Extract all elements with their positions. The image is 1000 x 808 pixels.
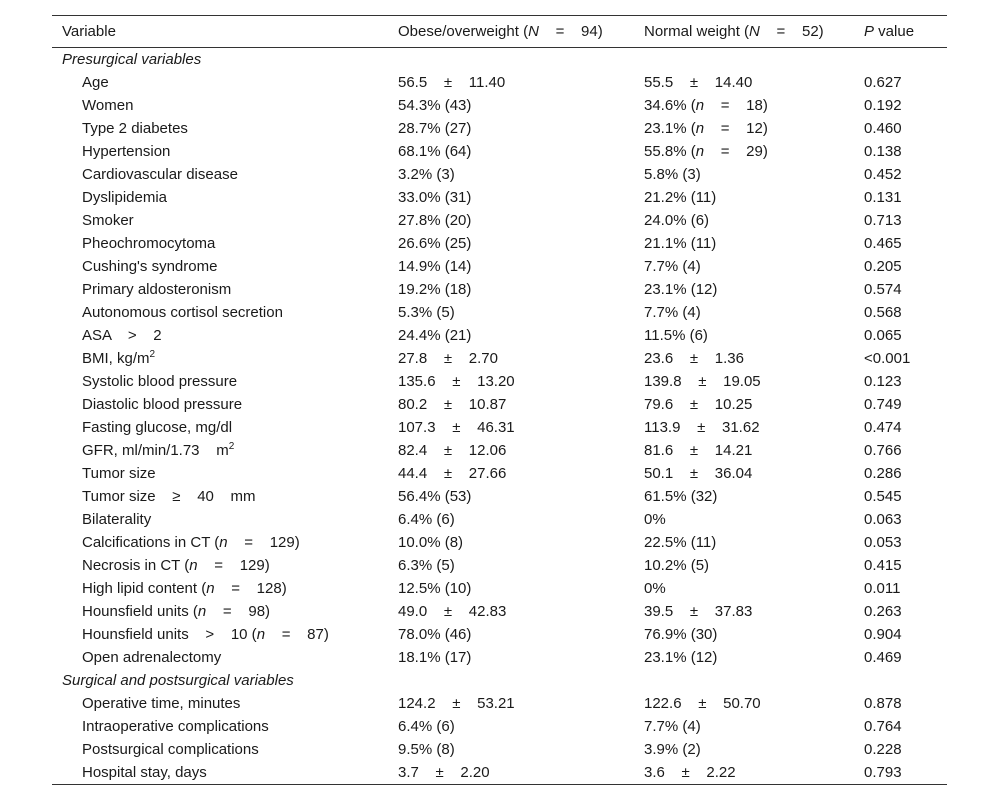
cell-variable: Postsurgical complications <box>82 741 259 758</box>
cell-obese: 44.4 ± 27.66 <box>398 465 507 482</box>
cell-p-value: 0.904 <box>864 626 902 643</box>
header-obese: Obese/overweight (N = 94) <box>388 16 634 48</box>
cell-obese: 27.8 ± 2.70 <box>398 350 498 367</box>
cell-normal: 23.1% (n = 12) <box>644 120 768 137</box>
cell-normal: 11.5% (6) <box>644 327 708 344</box>
cell-variable: Cushing's syndrome <box>82 258 218 275</box>
cell-obese: 14.9% (14) <box>398 258 472 275</box>
cell-variable: Hounsfield units (n = 98) <box>82 603 271 620</box>
table-row <box>52 623 947 646</box>
header-normal: Normal weight (N = 52) <box>634 16 854 48</box>
table-row <box>52 370 947 393</box>
cell-p-value: 0.192 <box>864 97 902 114</box>
cell-variable: Pheochromocytoma <box>82 235 216 252</box>
table-row <box>52 301 947 324</box>
cell-obese: 24.4% (21) <box>398 327 472 344</box>
cell-p-value: 0.138 <box>864 143 902 160</box>
table-row <box>52 140 947 163</box>
cell-obese: 12.5% (10) <box>398 580 472 597</box>
cell-normal: 24.0% (6) <box>644 212 710 229</box>
cell-variable: Hospital stay, days <box>52 761 388 785</box>
table-row <box>52 462 947 485</box>
cell-obese: 5.3% (5) <box>398 304 455 321</box>
cell-variable: Women <box>82 97 134 114</box>
table-row <box>52 577 947 600</box>
cell-p-value: 0.460 <box>864 120 902 137</box>
table-row <box>52 186 947 209</box>
cell-obese: 6.4% (6) <box>398 718 455 735</box>
cell-p-value: 0.627 <box>864 74 902 91</box>
cell-p-value: 0.469 <box>864 649 902 666</box>
cell-normal: 0% <box>644 580 666 597</box>
cell-normal: 39.5 ± 37.83 <box>644 603 753 620</box>
cell-variable: Calcifications in CT (n = 129) <box>82 534 300 551</box>
table-row <box>52 531 947 554</box>
cell-p-value: 0.286 <box>864 465 902 482</box>
table-row <box>52 554 947 577</box>
table-row <box>52 232 947 255</box>
header-row <box>52 16 947 48</box>
cell-normal: 7.7% (4) <box>644 258 701 275</box>
cell-variable: Diastolic blood pressure <box>82 396 243 413</box>
table-row <box>52 485 947 508</box>
cell-p-value: 0.465 <box>864 235 902 252</box>
cell-variable: GFR, ml/min/1.73 $m^2$ <box>82 441 235 459</box>
cell-p-value: 0.123 <box>864 373 902 390</box>
cell-p-value: 0.749 <box>864 396 902 413</box>
cell-p-value: 0.568 <box>864 304 902 321</box>
table-row <box>52 738 947 761</box>
cell-p-value: <0.001 <box>864 350 911 367</box>
cell-obese: 56.5 ± 11.40 <box>398 74 506 91</box>
cell-variable: Primary aldosteronism <box>82 281 232 298</box>
cell-obese: 78.0% (46) <box>398 626 472 643</box>
section-title: Presurgical variables <box>62 51 202 68</box>
cell-variable: Tumor size ≥ 40 mm <box>82 488 256 505</box>
cell-p-value: 0.452 <box>864 166 902 183</box>
cell-p-value: 0.065 <box>864 327 902 344</box>
cell-p-value: 0.878 <box>864 695 902 712</box>
cell-normal: 21.2% (11) <box>644 189 717 206</box>
cell-obese: 19.2% (18) <box>398 281 472 298</box>
cell-normal: 23.1% (12) <box>644 281 718 298</box>
section-row <box>52 669 947 692</box>
cell-variable: High lipid content (n = 128) <box>82 580 287 597</box>
cell-p-value: 0.205 <box>864 258 902 275</box>
table-row <box>52 117 947 140</box>
cell-obese: 49.0 ± 42.83 <box>398 603 507 620</box>
table-row <box>52 209 947 232</box>
cell-normal: 5.8% (3) <box>644 166 701 183</box>
cell-normal: 113.9 ± 31.62 <box>644 419 760 436</box>
table-row <box>52 94 947 117</box>
cell-p-value: 0.263 <box>864 603 902 620</box>
cell-obese: 135.6 ± 13.20 <box>398 373 515 390</box>
cell-p-value: 0.545 <box>864 488 902 505</box>
cell-variable: Smoker <box>82 212 134 229</box>
cell-obese: 18.1% (17) <box>398 649 472 666</box>
cell-obese: 6.3% (5) <box>398 557 455 574</box>
cell-normal: 23.6 ± 1.36 <box>644 350 744 367</box>
cell-variable: Cardiovascular disease <box>82 166 238 183</box>
cell-variable: Type 2 diabetes <box>82 120 188 137</box>
cell-p-value: 0.011 <box>864 580 901 597</box>
cell-obese: 82.4 ± 12.06 <box>398 442 507 459</box>
table-row <box>52 646 947 669</box>
cell-obese: 80.2 ± 10.87 <box>398 396 507 413</box>
cell-variable: Necrosis in CT (n = 129) <box>82 557 270 574</box>
cell-variable: ASA > 2 <box>82 327 162 344</box>
cell-obese: 107.3 ± 46.31 <box>398 419 515 436</box>
cell-variable: Fasting glucose, mg/dl <box>82 419 233 436</box>
cell-normal: 55.5 ± 14.40 <box>644 74 753 91</box>
cell-variable: Operative time, minutes <box>82 695 241 712</box>
table-container <box>52 15 947 785</box>
cell-normal: 3.6 ± 2.22 <box>634 761 854 785</box>
cell-obese: 124.2 ± 53.21 <box>398 695 515 712</box>
cell-variable: Systolic blood pressure <box>82 373 238 390</box>
cell-obese: 27.8% (20) <box>398 212 472 229</box>
cell-p-value: 0.228 <box>864 741 902 758</box>
cell-normal: 34.6% (n = 18) <box>644 97 768 114</box>
cell-obese: 33.0% (31) <box>398 189 472 206</box>
table-row <box>52 347 947 370</box>
data-table <box>52 15 947 785</box>
cell-normal: 23.1% (12) <box>644 649 718 666</box>
cell-p-value: 0.793 <box>854 761 947 785</box>
table-row <box>52 393 947 416</box>
table-row <box>52 255 947 278</box>
cell-obese: 3.2% (3) <box>398 166 455 183</box>
superscript: 2 <box>149 349 156 360</box>
table-row <box>52 278 947 301</box>
table-row <box>52 71 947 94</box>
cell-p-value: 0.053 <box>864 534 902 551</box>
cell-normal: 79.6 ± 10.25 <box>644 396 753 413</box>
cell-p-value: 0.764 <box>864 718 902 735</box>
table-row <box>52 163 947 186</box>
table-body <box>52 48 947 785</box>
cell-obese: 9.5% (8) <box>398 741 455 758</box>
cell-obese: 26.6% (25) <box>398 235 472 252</box>
table-row <box>52 324 947 347</box>
cell-p-value: 0.131 <box>864 189 902 206</box>
cell-normal: 55.8% (n = 29) <box>644 143 768 160</box>
cell-normal: 50.1 ± 36.04 <box>644 465 753 482</box>
cell-p-value: 0.766 <box>864 442 902 459</box>
cell-obese: 3.7 ± 2.20 <box>388 761 634 785</box>
cell-variable: Intraoperative complications <box>82 718 269 735</box>
table-row <box>52 416 947 439</box>
cell-p-value: 0.574 <box>864 281 902 298</box>
cell-obese: 6.4% (6) <box>398 511 455 528</box>
table-row <box>52 439 947 462</box>
cell-p-value: 0.474 <box>864 419 902 436</box>
cell-normal: 139.8 ± 19.05 <box>644 373 761 390</box>
cell-variable: Dyslipidemia <box>82 189 168 206</box>
cell-variable: Tumor size <box>82 465 156 482</box>
cell-normal: 21.1% (11) <box>644 235 717 252</box>
cell-obese: 54.3% (43) <box>398 97 472 114</box>
section-title: Surgical and postsurgical variables <box>62 672 294 689</box>
cell-variable: Hounsfield units > 10 (n = 87) <box>82 626 329 643</box>
cell-obese: 68.1% (64) <box>398 143 472 160</box>
section-row <box>52 48 947 72</box>
header-p-value: P value <box>854 16 947 48</box>
cell-variable: Age <box>82 74 109 91</box>
cell-variable: Autonomous cortisol secretion <box>82 304 283 321</box>
cell-normal: 7.7% (4) <box>644 718 701 735</box>
cell-normal: 3.9% (2) <box>644 741 701 758</box>
cell-obese: 56.4% (53) <box>398 488 472 505</box>
header-variable: Variable <box>52 16 388 48</box>
cell-p-value: 0.713 <box>864 212 902 229</box>
cell-normal: 7.7% (4) <box>644 304 701 321</box>
cell-variable: BMI, $kg/m^2$ <box>82 349 156 367</box>
cell-normal: 122.6 ± 50.70 <box>644 695 761 712</box>
table-row <box>52 761 947 785</box>
cell-normal: 22.5% (11) <box>644 534 717 551</box>
cell-normal: 0% <box>644 511 666 528</box>
cell-p-value: 0.063 <box>864 511 902 528</box>
cell-normal: 76.9% (30) <box>644 626 718 643</box>
table-row <box>52 692 947 715</box>
cell-obese: 10.0% (8) <box>398 534 464 551</box>
table-row <box>52 715 947 738</box>
cell-p-value: 0.415 <box>864 557 902 574</box>
cell-normal: 10.2% (5) <box>644 557 710 574</box>
superscript: 2 <box>228 441 235 452</box>
cell-variable: Hypertension <box>82 143 171 160</box>
cell-normal: 81.6 ± 14.21 <box>644 442 753 459</box>
table-row <box>52 600 947 623</box>
cell-variable: Open adrenalectomy <box>82 649 222 666</box>
table-row <box>52 508 947 531</box>
cell-normal: 61.5% (32) <box>644 488 718 505</box>
cell-variable: Bilaterality <box>82 511 152 528</box>
cell-obese: 28.7% (27) <box>398 120 472 137</box>
